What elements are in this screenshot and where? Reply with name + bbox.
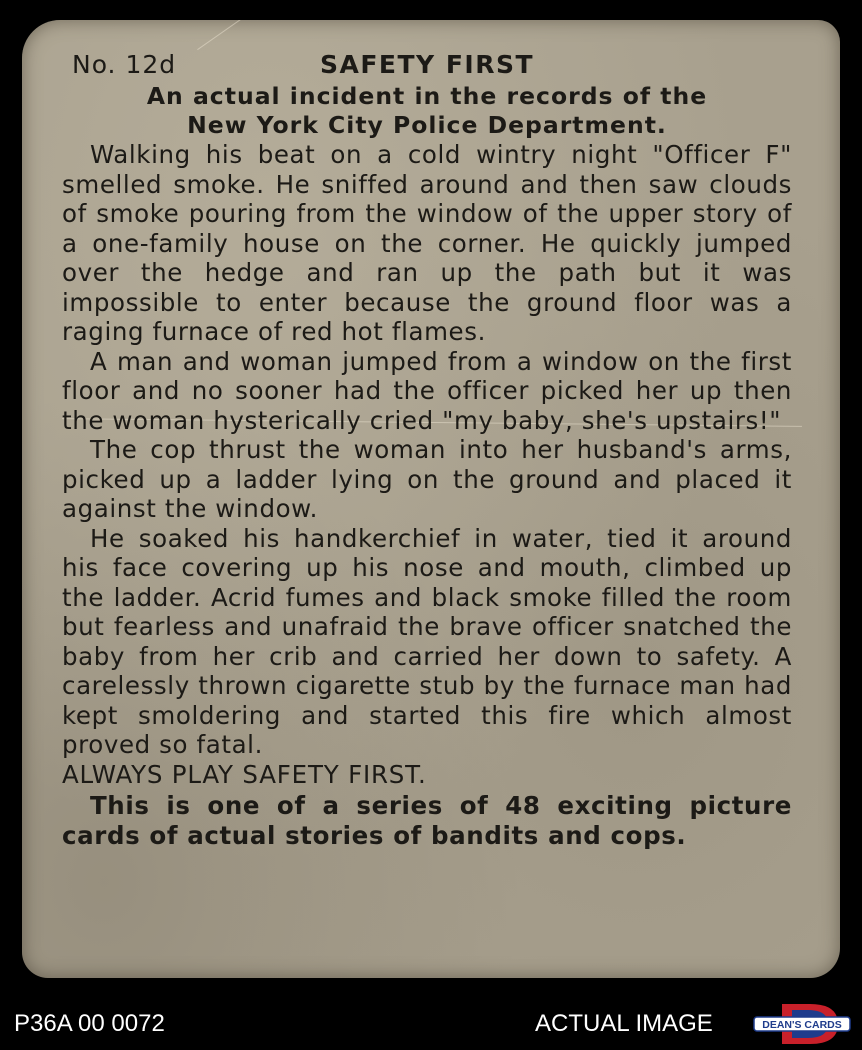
inventory-id: P36A 00 0072 [14,1010,165,1037]
closing-line: ALWAYS PLAY SAFETY FIRST. [62,759,427,789]
story-paragraph: The cop thrust the woman into her husband's arms, picked up a ladder lying on the ground and placed it against the window. [62,435,792,523]
story-paragraph: Walking his beat on a cold wintry night "Officer F" smelled smoke. He sniffed around and then saw clouds of smoke pouring from the window of the upper story of a one-family house on the corner. He quickly jumped over the hedge and ran up the path but it was impossible to enter because the ground floor was a raging furnace of red hot flames. [62,140,792,346]
actual-image-label: ACTUAL IMAGE [535,1010,713,1037]
card-text-block [62,50,792,850]
story-paragraph: A man and woman jumped from a window on the first floor and no sooner had the officer picked her up then the woman hysterically cried "my baby, she's upstairs!" [62,346,792,435]
card-number: No. 12d [72,50,177,79]
subtitle-line: New York City Police Department. [187,111,667,139]
trading-card-back [22,20,840,978]
logo-text: DEAN'S CARDS [762,1019,842,1031]
story-paragraph: He soaked his handkerchief in water, tied it around his face covering up his nose and mouth, climbed up the ladder. Acrid fumes and black smoke filled the room but fearless and unafraid the brave officer snatched the baby from her crib and carried her down to safety. A carelessly thrown cigarette stub by the furnace man had kept smoldering and started this fire which almost proved so fatal. [62,523,792,759]
subtitle-line: An actual incident in the records of the [146,82,708,110]
card-subtitle [62,82,792,140]
card-crease [197,20,247,50]
card-header [62,50,792,82]
deans-cards-logo [752,1002,852,1046]
card-title: SAFETY FIRST [319,50,535,79]
series-note: This is one of a series of 48 exciting picture cards of actual stories of bandits and cops. [62,791,792,850]
